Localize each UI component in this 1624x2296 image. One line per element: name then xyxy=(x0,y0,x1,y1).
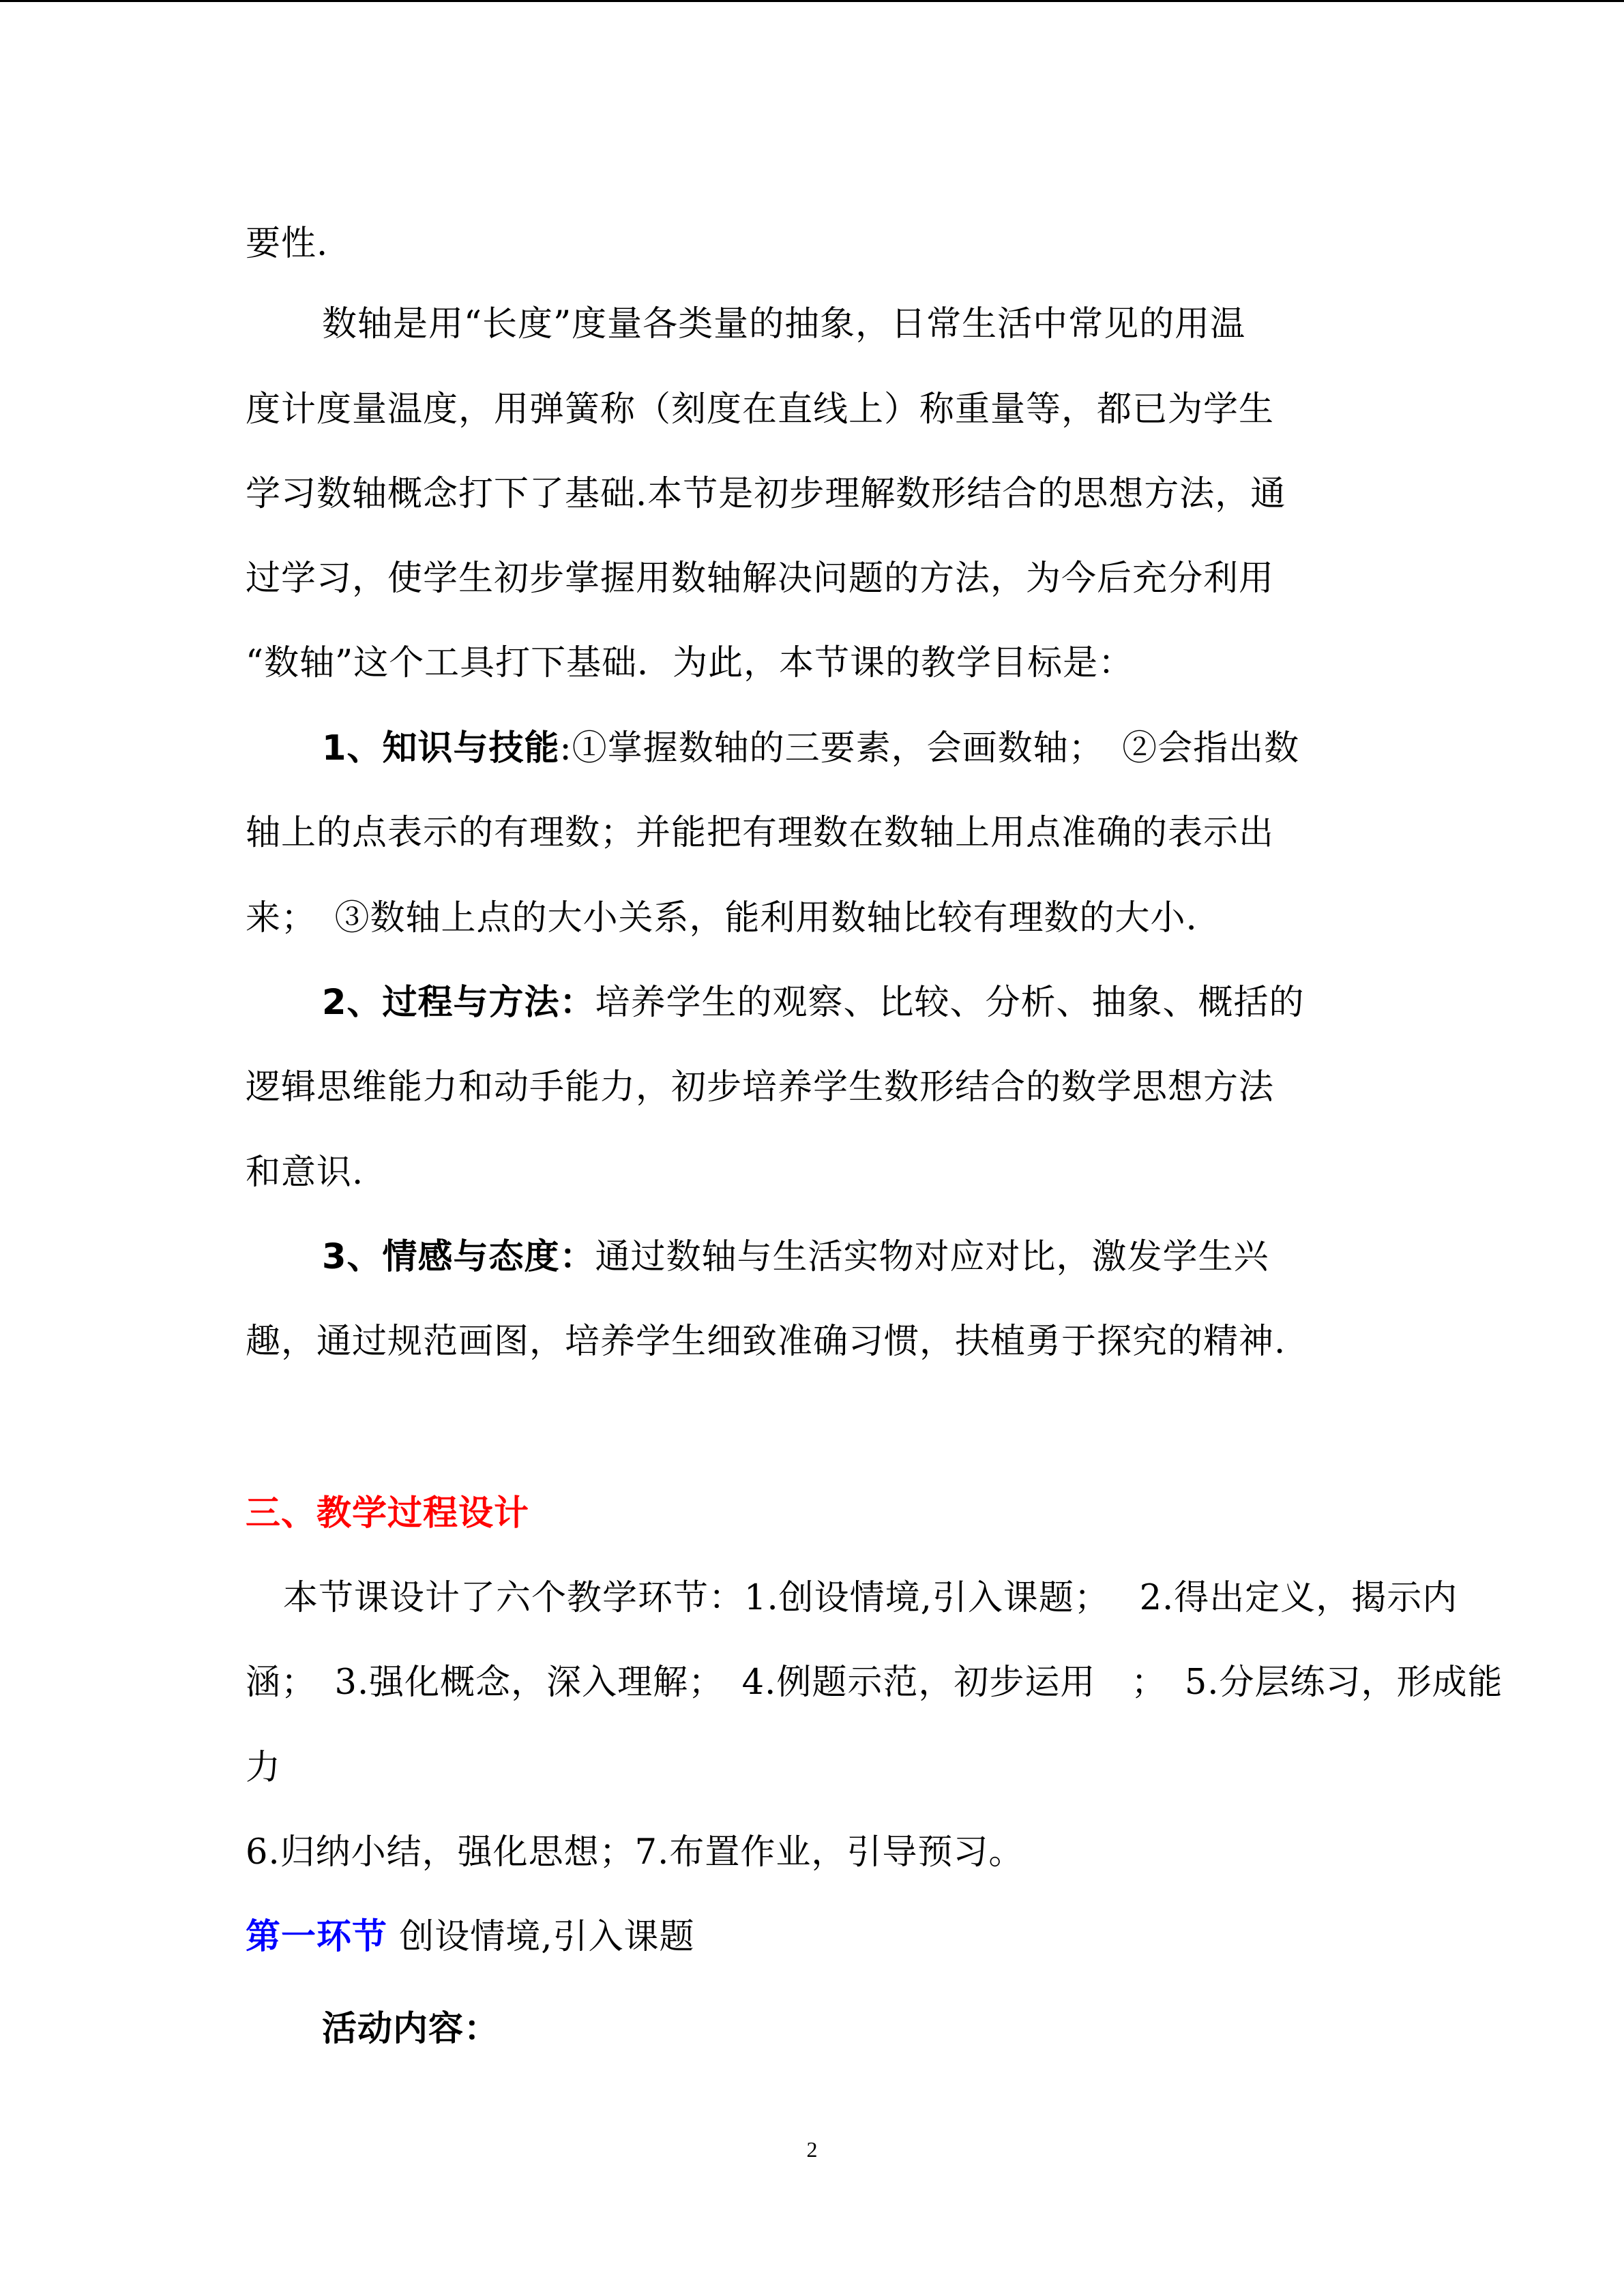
body-text-line: “数轴”这个工具打下基础．为此，本节课的教学目标是： xyxy=(246,643,1134,683)
paragraph-continuation: 要性. xyxy=(246,224,329,264)
goal-process-text: 培养学生的观察、比较、分析、抽象、概括的 xyxy=(595,983,1305,1023)
body-text-line: 6.归纳小结，强化思想；7.布置作业，引导预习。 xyxy=(246,1832,1024,1873)
goal-process-label: 2、过程与方法： xyxy=(322,983,595,1023)
body-text-line: 轴上的点表示的有理数；并能把有理数在数轴上用点准确的表示出 xyxy=(246,813,1275,853)
stage-heading xyxy=(246,1913,694,1961)
body-text-line: 度计度量温度，用弹簧称（刻度在直线上）称重量等，都已为学生 xyxy=(246,389,1275,430)
goal-knowledge-skills xyxy=(322,725,1299,773)
body-text-line: 来； ③数轴上点的大小关系，能利用数轴比较有理数的大小. xyxy=(246,898,1198,938)
goal-emotion-attitude xyxy=(322,1234,1269,1281)
body-text-line: 和意识. xyxy=(246,1152,364,1193)
goal-knowledge-label: 1、知识与技能 xyxy=(322,728,560,769)
page-number: 2 xyxy=(806,2137,818,2162)
goal-emotion-label: 3、情感与态度： xyxy=(322,1237,595,1277)
activity-content-label: 活动内容： xyxy=(322,2009,500,2049)
goal-emotion-text: 通过数轴与生活实物对应对比，激发学生兴 xyxy=(595,1237,1269,1277)
page-top-rule xyxy=(0,0,1624,2)
stage-label: 第一环节 xyxy=(246,1917,388,1957)
body-text-line: 过学习，使学生初步掌握用数轴解决问题的方法，为今后充分利用 xyxy=(246,558,1275,599)
goal-process-method xyxy=(322,979,1305,1027)
body-text-line: 涵； 3.强化概念，深入理解； 4.例题示范，初步运用 ； 5.分层练习，形成能 xyxy=(246,1663,1503,1703)
body-text-line: 数轴是用“长度”度量各类量的抽象，日常生活中常见的用温 xyxy=(322,304,1246,344)
stage-title: 创设情境,引入课题 xyxy=(387,1917,695,1957)
body-text-line: 趣，通过规范画图，培养学生细致准确习惯，扶植勇于探究的精神. xyxy=(246,1322,1286,1362)
body-text-line: 力 xyxy=(246,1748,282,1788)
body-text-line: 学习数轴概念打下了基础.本节是初步理解数形结合的思想方法，通 xyxy=(246,474,1286,514)
section-heading: 三、教学过程设计 xyxy=(246,1493,530,1534)
body-text-line: 本节课设计了六个教学环节：1.创设情境,引入课题； 2.得出定义，揭示内 xyxy=(283,1578,1458,1618)
goal-knowledge-text: :①掌握数轴的三要素，会画数轴； ②会指出数 xyxy=(559,728,1300,769)
body-text-line: 逻辑思维能力和动手能力，初步培养学生数形结合的数学思想方法 xyxy=(246,1067,1275,1107)
